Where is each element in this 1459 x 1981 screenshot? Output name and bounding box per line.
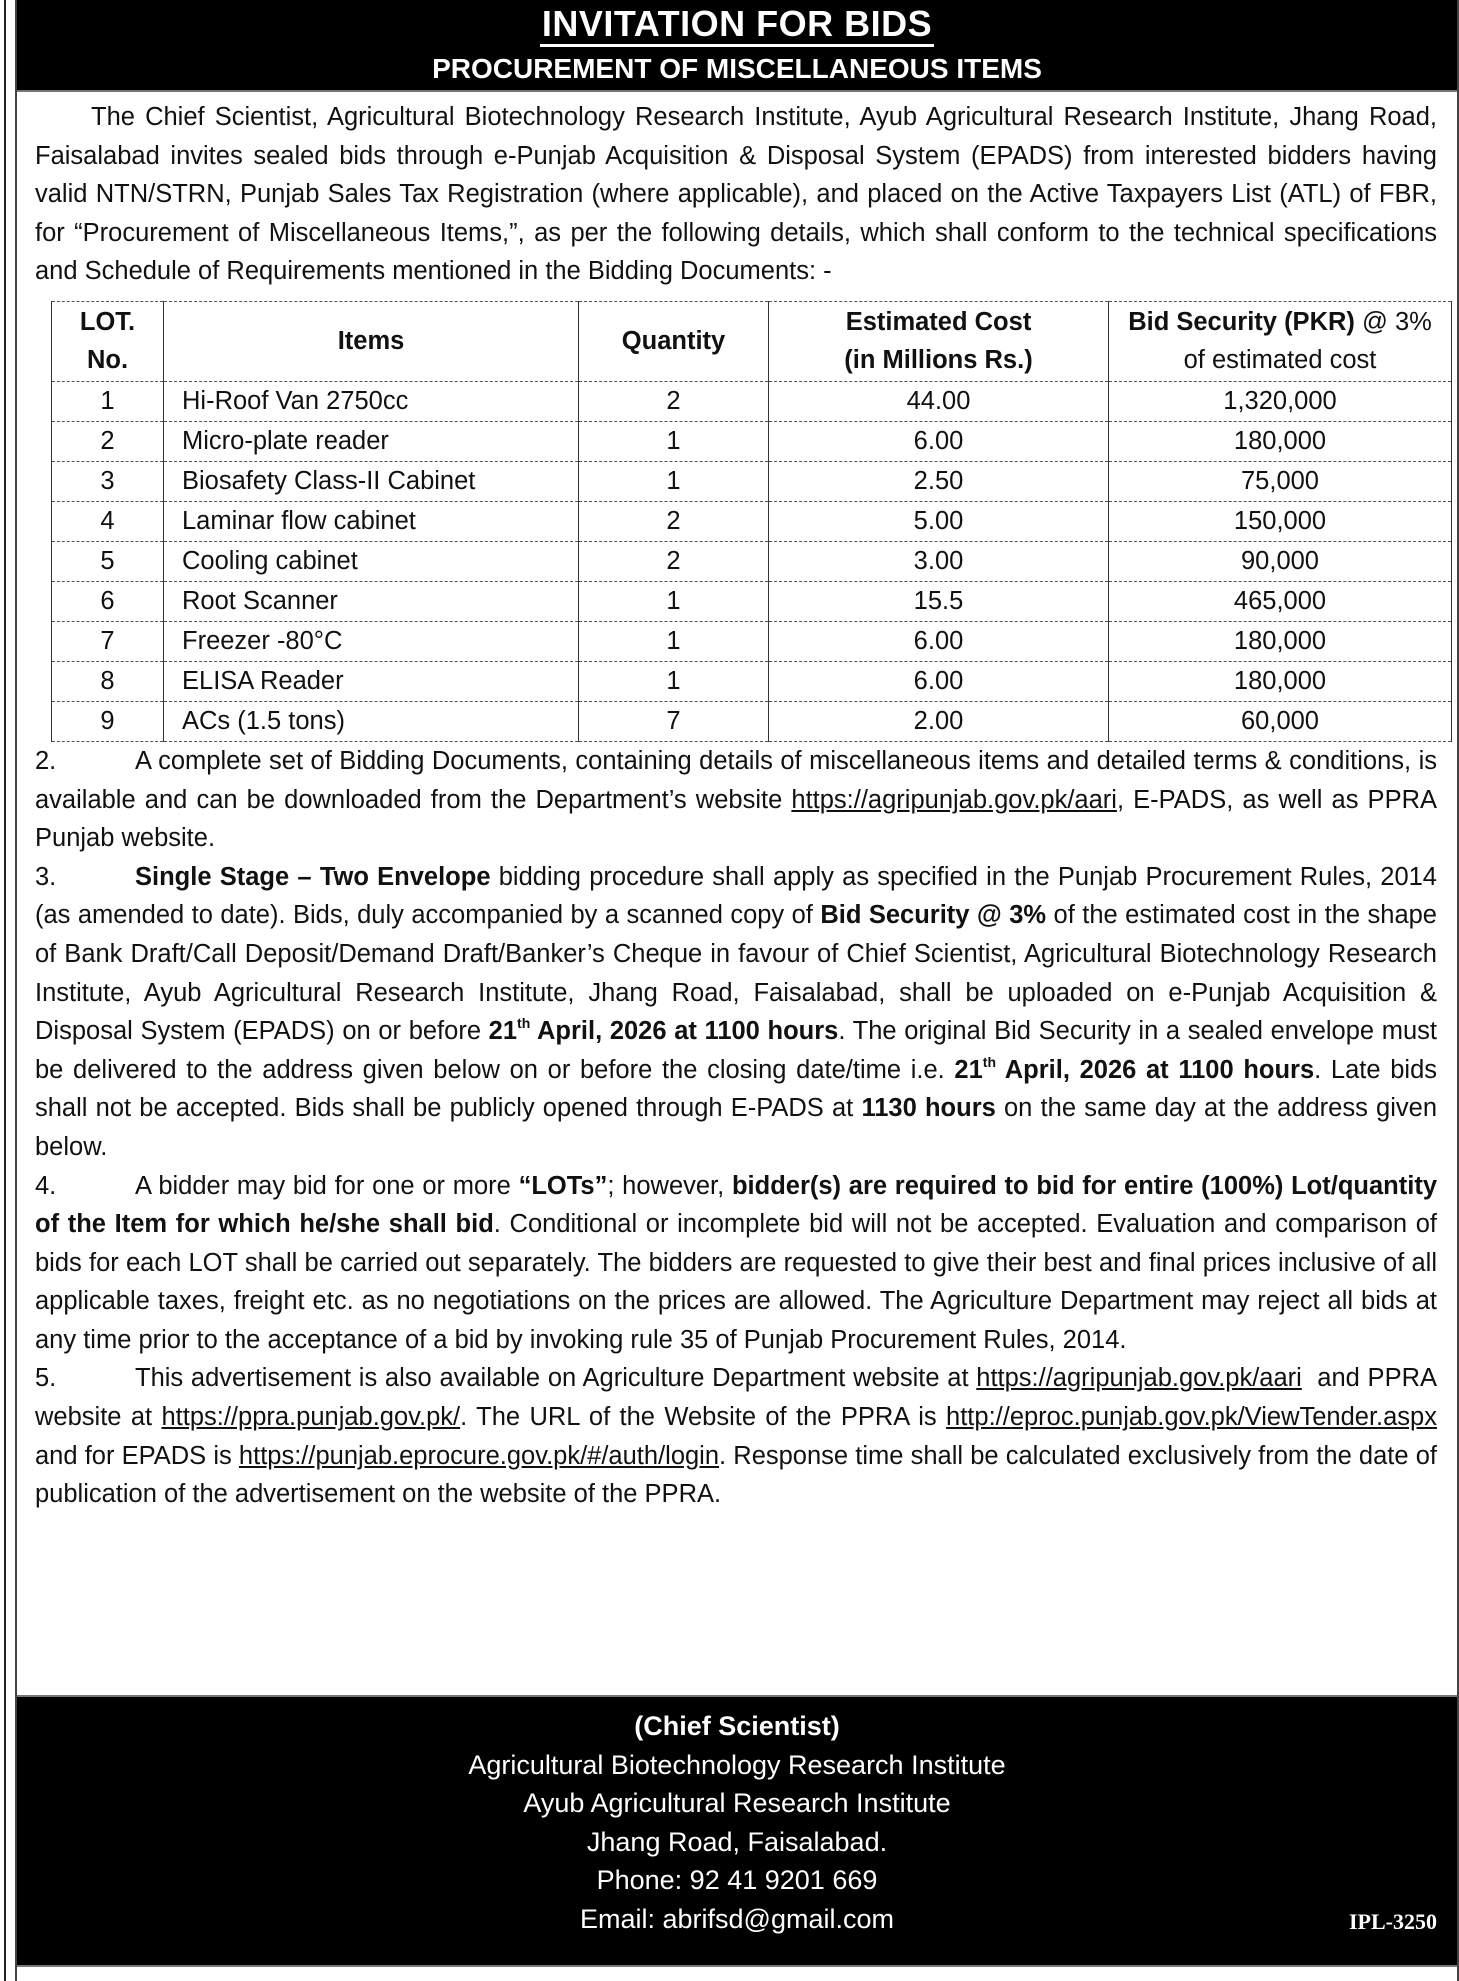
lot-cell: 7 (52, 621, 164, 661)
qty-cell: 1 (579, 621, 769, 661)
deadline-rest: April, 2026 at 1100 hours (996, 1055, 1315, 1084)
item-cell: Freezer -80°C (164, 621, 579, 661)
table-header-row (52, 301, 1452, 381)
bid-security-label: Bid Security @ 3% (820, 901, 1047, 930)
opening-time: 1130 hours (861, 1094, 996, 1123)
lot-cell: 8 (52, 661, 164, 701)
paragraph-text: ; however, (607, 1171, 732, 1200)
lot-cell: 6 (52, 581, 164, 621)
paragraph-number: 2. (35, 746, 57, 775)
email-address[interactable]: Email: abrifsd@gmail.com (580, 1903, 894, 1934)
address: Jhang Road, Faisalabad. (586, 1826, 888, 1857)
item-cell: ELISA Reader (164, 661, 579, 701)
security-cell: 180,000 (1109, 661, 1452, 701)
col-header-quantity: Quantity (579, 301, 769, 381)
security-header-line2: of estimated cost (1183, 346, 1377, 375)
paragraph-text: and for EPADS is (35, 1441, 239, 1470)
lot-cell: 3 (52, 461, 164, 501)
item-cell: Laminar flow cabinet (164, 501, 579, 541)
table-row (52, 661, 1452, 701)
lot-cell: 9 (52, 701, 164, 741)
cost-cell: 3.00 (769, 541, 1109, 581)
item-cell: Cooling cabinet (164, 541, 579, 581)
closing-deadline (954, 1053, 1315, 1084)
lot-cell: 5 (52, 541, 164, 581)
phone-number: Phone: 92 41 9201 669 (596, 1865, 878, 1896)
qty-cell: 2 (579, 381, 769, 421)
procedure-label: Single Stage – Two Envelope (135, 862, 491, 891)
security-cell: 60,000 (1109, 701, 1452, 741)
paragraph-text: . Late bids shall not be accepted. Bids shall be publicly opened through E-PADS at (35, 1055, 1438, 1123)
paragraph-text: . Response time shall be calculated exclusively from the date of publication of the advertisement on the website of the PPRA. (35, 1441, 1437, 1509)
qty-cell: 1 (579, 661, 769, 701)
parent-institute-name: Ayub Agricultural Research Institute (523, 1788, 951, 1819)
qty-cell: 1 (579, 421, 769, 461)
lots-table (51, 301, 1452, 742)
table-row (52, 381, 1452, 421)
submission-deadline (489, 1017, 839, 1045)
col-header-bid-security (1109, 301, 1452, 381)
security-cell: 180,000 (1109, 421, 1452, 461)
advertisement-frame (15, 0, 1459, 1981)
table-row (52, 701, 1452, 741)
item-cell: Micro-plate reader (164, 421, 579, 461)
qty-cell: 1 (579, 581, 769, 621)
deadline-day: 21 (488, 1017, 518, 1046)
cost-cell: 6.00 (769, 421, 1109, 461)
qty-cell: 2 (579, 541, 769, 581)
paragraph-text: of the estimated cost in the shape of Bank Draft/Call Deposit/Demand Draft/Banker’s Cheque in favour of Chief Scientist, Agricultural Biotechnology Research Institute, Ayub Agricultural Research Institute, Jhang Road, Faisalabad, shall be uploaded on e-Punjab Acquisition & Disposal System (EPADS) on or before (35, 901, 1437, 1046)
table-row (52, 541, 1452, 581)
paragraph-2 (35, 742, 1437, 858)
security-cell: 465,000 (1109, 581, 1452, 621)
paragraph-text: This advertisement is also available on Agriculture Department website at (135, 1364, 977, 1393)
header-band (17, 0, 1457, 92)
table-row (52, 421, 1452, 461)
paragraph-text: . Conditional or incomplete bid will not be accepted. Evaluation and comparison of bids for each LOT shall be carried out separately. The bidders are requested to give their best and final prices inclusive of all applicable taxes, freight etc. as no negotiations on the prices are allowed. The Agriculture Department may reject all bids at any time prior to the acceptance of a bid by invoking rule 35 of Punjab Procurement Rules, 2014. (35, 1210, 1437, 1354)
col-header-lot: LOT. No. (52, 301, 164, 381)
deadline-suffix: th (517, 1015, 531, 1032)
page-title: INVITATION FOR BIDS (540, 4, 934, 47)
table-row (52, 581, 1452, 621)
paragraph-number: 4. (35, 1171, 57, 1200)
security-cell: 90,000 (1109, 541, 1452, 581)
paragraph-text: , E-PADS, as well as PPRA Punjab website. (35, 785, 1437, 853)
qty-cell: 2 (579, 501, 769, 541)
paragraph-text: bidding procedure shall apply as specified in the Punjab Procurement Rules, 2014 (as amended to date). Bids, duly accompanied by a scanned copy of (35, 862, 1437, 930)
ppra-website-link[interactable]: https://ppra.punjab.gov.pk/ (161, 1403, 461, 1432)
cost-cell: 2.00 (769, 701, 1109, 741)
qty-cell: 1 (579, 461, 769, 501)
paragraph-text: A bidder may bid for one or more (135, 1171, 519, 1200)
footer-contact-band (17, 1695, 1457, 1967)
col-header-items: Items (164, 301, 579, 381)
cost-header-line1: Estimated Cost (845, 308, 1032, 337)
paragraph-text: . The URL of the Website of the PPRA is (460, 1403, 947, 1432)
lot-cell: 2 (52, 421, 164, 461)
security-cell: 75,000 (1109, 461, 1452, 501)
paragraph-text: on the same day at the address given below. (35, 1094, 1438, 1161)
intro-paragraph: The Chief Scientist, Agricultural Biotechnology Research Institute, Ayub Agricultural Research Institute, Jhang Road, Faisalabad invites sealed bids through e-Punjab Acquisition & Disposal System (EPADS) from interested bidders having valid NTN/STRN, Punjab Sales Tax Registration (where applicable), and placed on the Active Taxpayers List (ATL) of FBR, for “Procurement of Miscellaneous Items,”, as per the following details, which shall conform to the technical specifications and Schedule of Requirements mentioned in the Bidding Documents: - (35, 103, 1437, 286)
page-subtitle: PROCUREMENT OF MISCELLANEOUS ITEMS (432, 53, 1042, 84)
cost-header-line2: (in Millions Rs.) (844, 346, 1033, 375)
paragraph-text: and PPRA website at (35, 1364, 1445, 1432)
paragraph-4 (35, 1167, 1437, 1360)
paragraph-3 (35, 858, 1437, 1167)
deadline-suffix: th (982, 1053, 996, 1070)
epads-login-link[interactable]: https://punjab.eprocure.gov.pk/#/auth/login (238, 1441, 720, 1470)
ipl-code: IPL-3250 (1349, 1909, 1437, 1934)
paragraph-text: . The original Bid Security in a sealed envelope must be delivered to the address given below on or before the closing date/time i.e. (35, 1017, 1438, 1084)
paragraph-number: 5. (35, 1364, 57, 1393)
outer-border-line (4, 0, 6, 1981)
security-cell: 150,000 (1109, 501, 1452, 541)
cost-cell: 15.5 (769, 581, 1109, 621)
cost-cell: 5.00 (769, 501, 1109, 541)
item-cell: Root Scanner (164, 581, 579, 621)
designation: (Chief Scientist) (634, 1711, 840, 1741)
document-body (17, 92, 1457, 1514)
table-row (52, 621, 1452, 661)
cost-cell: 6.00 (769, 621, 1109, 661)
cost-cell: 44.00 (769, 381, 1109, 421)
lot-cell: 4 (52, 501, 164, 541)
col-header-estimated-cost (769, 301, 1109, 381)
paragraph-text: A complete set of Bidding Documents, containing details of miscellaneous items and detailed terms & conditions, is available and can be downloaded from the Department’s website (35, 746, 1437, 814)
security-cell: 1,320,000 (1109, 381, 1452, 421)
aari-website-link[interactable]: https://agripunjab.gov.pk/aari (976, 1364, 1302, 1393)
cost-cell: 2.50 (769, 461, 1109, 501)
security-header-rate: @ 3% (1354, 308, 1432, 337)
aari-website-link[interactable]: https://agripunjab.gov.pk/aari (791, 785, 1117, 814)
qty-cell: 7 (579, 701, 769, 741)
table-row (52, 461, 1452, 501)
institute-name: Agricultural Biotechnology Research Institute (468, 1749, 1006, 1780)
item-cell: Hi-Roof Van 2750cc (164, 381, 579, 421)
security-header-bold: Bid Security (PKR) (1128, 308, 1355, 337)
item-cell: ACs (1.5 tons) (164, 701, 579, 741)
deadline-rest: April, 2026 at 1100 hours (530, 1017, 839, 1046)
table-row (52, 501, 1452, 541)
entire-lot-requirement: bidder(s) are required to bid for entire (100%) Lot/quantity of the Item for which he/she shall bid (35, 1171, 1437, 1239)
item-cell: Biosafety Class-II Cabinet (164, 461, 579, 501)
paragraph-number: 3. (35, 862, 57, 891)
cost-cell: 6.00 (769, 661, 1109, 701)
paragraph-5 (35, 1359, 1445, 1513)
eproc-tender-link[interactable]: http://eproc.punjab.gov.pk/ViewTender.aspx (946, 1403, 1437, 1432)
security-cell: 180,000 (1109, 621, 1452, 661)
lots-label: “LOTs” (518, 1171, 608, 1200)
deadline-day: 21 (954, 1055, 983, 1084)
lot-cell: 1 (52, 381, 164, 421)
